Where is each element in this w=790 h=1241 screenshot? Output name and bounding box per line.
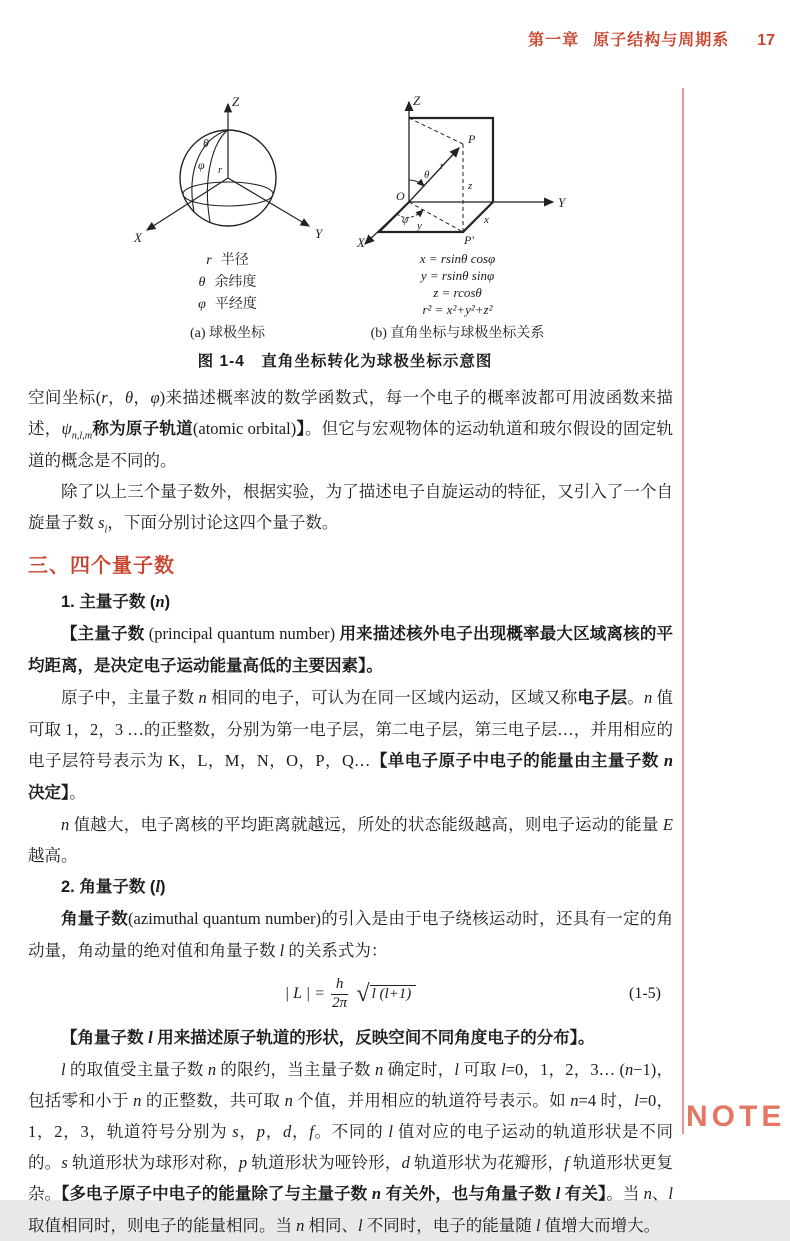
legend-sym: φ [198,297,206,312]
r-vector [409,148,459,202]
legend-desc: 平经度 [214,297,257,312]
radical-sign: √ [356,981,370,1007]
subheading-principal-n: 1. 主量子数 (n) [61,592,171,611]
equation-y: y = rsinθ sinφ [420,268,495,283]
vertical-plane [409,118,493,202]
fraction-denominator: 2π [332,994,348,1011]
paragraph-orbital: 空间坐标(r，θ，φ)来描述概率波的数学函数式，每一个电子的概率波都可用波函数来描述，$\psi_{n,l,m}$称为原子轨道(atomic orbital)】。但它与宏观物体的运动轨道和玻尔假设的固定轨道的概念是不同的。 [28,388,674,470]
r-label: r [440,160,445,172]
equation-equals: = [314,985,325,1002]
point-p-prime-label: P′ [464,233,474,247]
equation-sqrt [356,982,416,1006]
fraction-numerator: h [331,976,349,994]
legend-row [198,272,257,294]
equation-fraction [331,976,349,1012]
radicand: l (l+1) [370,985,417,1003]
paragraph-azimuthal-intro: 角量子数(azimuthal quantum number)的引入是由于电子绕核运动时，还具有一定的角动量，角动量的绝对值和角量子数 l 的关系式为： [28,909,673,960]
phi-label: φ [402,214,409,226]
section-heading: 三、四个量子数 [28,555,175,577]
axis-label-z: Z [413,93,421,108]
figure-caption: 图 1-4 直角坐标转化为球极坐标示意图 [197,353,493,370]
coordinate-equations [420,250,495,318]
page-header [528,27,775,50]
equation-number: (1-5) [629,985,661,1002]
legend-sym: θ [198,275,206,290]
margin-rule [682,88,684,1134]
theta-label: θ [203,136,209,150]
z-label: z [468,180,473,192]
paragraph-shells: 原子中，主量子数 n 相同的电子，可认为在同一区域内运动，区域又称电子层。n 值可取 1，2，3 …的正整数，分别为第一电子层，第二电子层，第三电子层…，并用相应的电子层符号表示为 K，L，M，N，O，P，Q…【单电子原子中电子的能量由主量子数 n 决定】。 [28,688,674,802]
figure-row [120,90,570,342]
paragraph-n-energy: n 值越大，电子离核的平均距离就越远，所处的状态能级越高，则电子运动的能量 E 越高。 [28,815,673,865]
chapter-label: 第一章 [528,32,580,49]
point-p-label: P [468,132,476,146]
theta-label: θ [424,169,430,181]
phi-label: φ [198,158,205,172]
dashed-top [409,118,463,144]
subheading-azimuthal-l: 2. 角量子数 (l) [61,877,166,896]
diagram-spherical-coordinates [120,90,335,342]
x-label: x [484,214,489,226]
note-stamp: NOTE [686,1100,786,1133]
diagram-cartesian-coordinates [345,90,570,342]
theta-arc [409,180,424,186]
paragraph-azimuthal-def: 【角量子数 l 用来描述原子轨道的形状，反映空间不同角度电子的分布】。 [61,1028,595,1047]
legend-desc: 半径 [220,253,249,268]
equation-r: r² = x²+y²+z² [422,302,493,317]
sphere-meridian-2 [207,130,228,222]
legend-row [198,294,257,316]
sphere-equator [183,182,273,206]
paragraph-spin-intro: 除了以上三个量子数外，根据实验，为了描述电子自旋运动的特征，又引入了一个自旋量子数 $s_i$，下面分别讨论这四个量子数。 [28,482,673,536]
paragraph-l-values: l 的取值受主量子数 n 的限约，当主量子数 n 确定时，l 可取 l=0，1，2，3… (n−1)，包括零和小于 n 的正整数，共可取 n 个值，并用相应的轨道符号表示。如 n=4 时，l=0，1，2，3，轨道符号分别为 s，p，d，f。不同的 l 值对应的电子运动的轨道形状是不同的。s 轨道形状为球形对称，p 轨道形状为哑铃形，d 轨道形状为花瓣形，f 轨道形状更复杂。【多电子原子中电子的能量除了与主量子数 n 有关外，也与角量子数 l 有关】。当 n、l 取值相同时，则电子的能量相同。当 n 相同、l 不同时，电子的能量随 l 值增大而增大。 [28,1060,674,1235]
sphere-legend [198,250,257,318]
paragraph-principal-def: 【主量子数 (principal quantum number) 用来描述核外电子出现概率最大区域离核的平均距离，是决定电子运动能量高低的主要因素】。 [28,624,674,675]
subcaption-a: (a) 球极坐标 [189,326,266,341]
axis-label-z: Z [232,94,240,109]
y-label: y [417,220,422,232]
page-number: 17 [757,32,775,49]
page-body [28,382,673,1241]
equation-z: z = rcosθ [433,285,482,300]
legend-desc: 余纬度 [214,275,257,290]
origin-label: O [396,189,405,203]
cartesian-diagram [345,90,570,248]
equation-x: x = rsinθ cosφ [419,251,496,266]
axis-label-x: X [357,235,365,250]
equation-lhs: | L | [284,985,311,1002]
axis-label-y: Y [558,195,566,210]
r-label: r [218,164,223,176]
sphere-diagram [120,90,335,248]
legend-row [198,250,257,272]
subcaption-b: (b) 直角坐标与球极坐标关系 [370,326,545,341]
axis-label-y: Y [315,226,323,241]
chapter-title: 原子结构与周期系 [593,32,730,49]
legend-sym: r [206,253,212,268]
y-axis [228,178,309,226]
axis-label-x: X [134,230,142,245]
equation-expression [285,972,417,1016]
equation-1-5 [28,972,673,1016]
figure-1-4 [120,90,570,371]
